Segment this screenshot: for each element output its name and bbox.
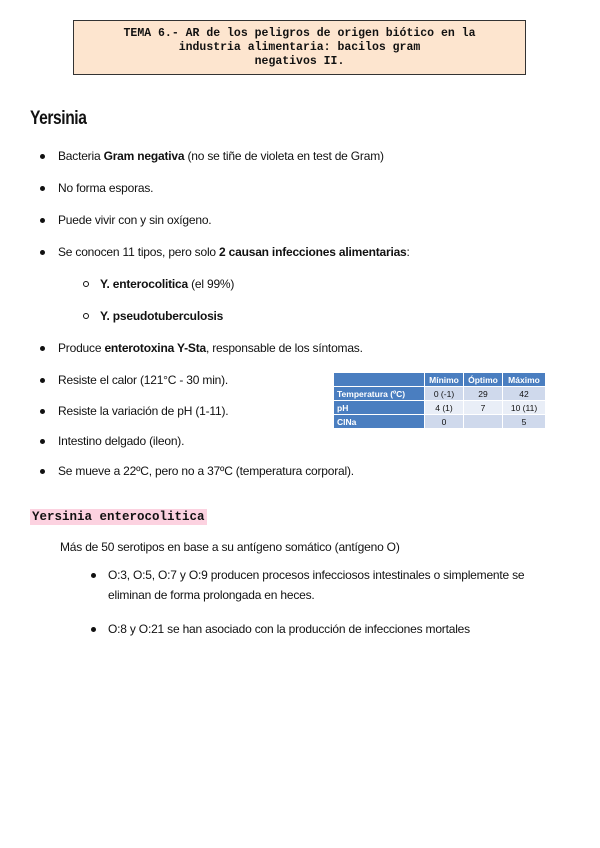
bullet-text: Resiste la variación de pH (1-11). (58, 404, 229, 418)
sub-bullet-bold-text: Y. pseudotuberculosis (100, 309, 224, 323)
sub-bullet-pseudotuberculosis (100, 309, 223, 324)
bullet-text: : (406, 245, 410, 259)
table-header-row (334, 373, 546, 387)
bullet-dot (91, 573, 96, 578)
table-row (334, 387, 546, 401)
table-cell: 4 (1) (425, 401, 464, 415)
section-heading: Yersinia (30, 108, 87, 129)
table-cell: 10 (11) (503, 401, 546, 415)
bullet-dot (40, 218, 45, 223)
bullet-dot (40, 469, 45, 474)
subsection-heading: Yersinia enterocolitica (32, 510, 205, 524)
table-row (334, 401, 546, 415)
bullet-types (58, 245, 410, 260)
bullet-text: No forma esporas. (58, 181, 154, 195)
topic-title-box (73, 20, 526, 75)
table-row-label: Temperatura (ºC) (334, 387, 425, 401)
bullet-text: Bacteria (58, 149, 104, 163)
table-cell: 5 (503, 415, 546, 429)
growth-conditions-table (333, 372, 546, 429)
bullet-dot (40, 154, 45, 159)
bullet-text: O:8 y O:21 se han asociado con la producción de infecciones mortales (108, 622, 470, 636)
sub-bullet-circle (83, 281, 89, 287)
table-cell: 0 (-1) (425, 387, 464, 401)
sub-bullet-bold-text: Y. enterocolitica (100, 277, 188, 291)
bullet-dot (40, 346, 45, 351)
table-header-cell: Mínimo (425, 373, 464, 387)
bullet-dot (40, 409, 45, 414)
table-cell: 0 (425, 415, 464, 429)
bullet-text: Produce (58, 341, 105, 355)
bullet-text: Puede vivir con y sin oxígeno. (58, 213, 212, 227)
bullet-text: Se conocen 11 tipos, pero solo (58, 245, 220, 259)
bullet-dot (91, 627, 96, 632)
table-header-cell: Óptimo (464, 373, 503, 387)
bullet-ph-resistance (58, 404, 228, 419)
sub-bullet-enterocolitica (100, 277, 234, 292)
bullet-bold-text: Gram negativa (103, 149, 185, 163)
bullet-text: O:3, O:5, O:7 y O:9 producen procesos infecciosos intestinales o simplemente se eliminan de forma prolongada en heces. (108, 568, 525, 602)
serotype-bullet-mortal (108, 619, 553, 639)
serotypes-intro: Más de 50 serotipos en base a su antígeno somático (antígeno O) (60, 540, 400, 554)
table-cell (464, 415, 503, 429)
sub-bullet-circle (83, 313, 89, 319)
bullet-no-spores (58, 181, 153, 196)
table-cell: 29 (464, 387, 503, 401)
table-cell: 7 (464, 401, 503, 415)
bullet-dot (40, 250, 45, 255)
bullet-text: , responsable de los síntomas. (205, 341, 363, 355)
bullet-bold-text: enterotoxina Y-Sta (104, 341, 206, 355)
bullet-gram-negative (58, 149, 384, 164)
table-header-cell (334, 373, 425, 387)
bullet-text: (no se tiñe de violeta en test de Gram) (184, 149, 384, 163)
topic-title-line-2: industria alimentaria: bacilos gram (178, 41, 421, 54)
table-cell: 42 (503, 387, 546, 401)
table-row (334, 415, 546, 429)
bullet-intestine (58, 434, 184, 449)
table-row-label: pH (334, 401, 425, 415)
serotype-bullet-intestinal (108, 565, 553, 605)
sub-bullet-text: (el 99%) (187, 277, 235, 291)
bullet-heat-resistance (58, 373, 228, 388)
bullet-text: Intestino delgado (ileon). (58, 434, 185, 448)
bullet-enterotoxin (58, 341, 363, 356)
bullet-dot (40, 439, 45, 444)
table-row-label: ClNa (334, 415, 425, 429)
table-header-cell: Máximo (503, 373, 546, 387)
bullet-oxygen (58, 213, 211, 228)
bullet-dot (40, 186, 45, 191)
topic-title-line-3: negativos II. (254, 55, 345, 68)
bullet-motility (58, 464, 354, 479)
topic-title-line-1: TEMA 6.- AR de los peligros de origen biótico en la (123, 27, 476, 40)
bullet-bold-text: 2 causan infecciones alimentarias (219, 245, 407, 259)
bullet-dot (40, 378, 45, 383)
bullet-text: Se mueve a 22ºC, pero no a 37ºC (temperatura corporal). (58, 464, 354, 478)
bullet-text: Resiste el calor (121°C - 30 min). (58, 373, 229, 387)
